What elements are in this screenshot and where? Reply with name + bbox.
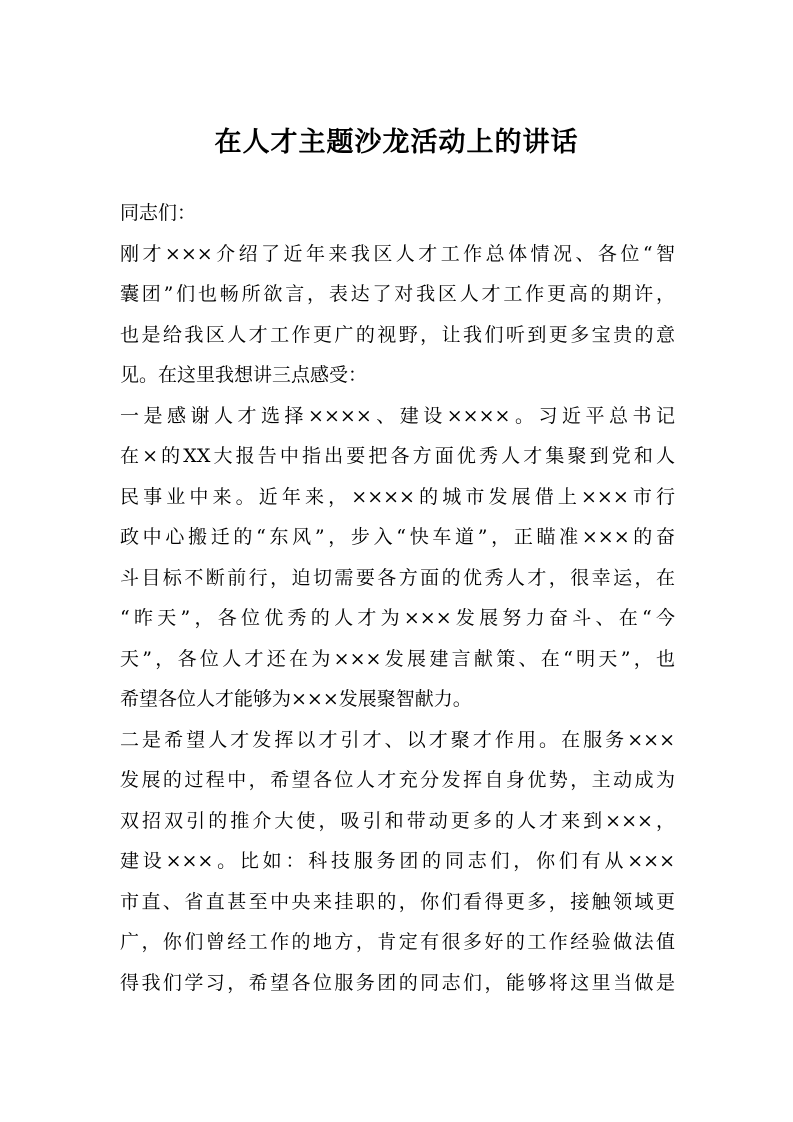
text-line: 建设×××。比如：科技服务团的同志们，你们有从××× [120,850,675,872]
text-line: “昨天”，各位优秀的人才为×××发展努力奋斗、在“今 [120,607,675,629]
paragraph-1 [120,234,675,396]
text-line: 民事业中来。近年来，××××的城市发展借上×××市行 [120,485,675,508]
text-line: 天”，各位人才还在为×××发展建言献策、在“明天”，也 [120,647,675,670]
text-line: 二是希望人才发挥以才引才、以才聚才作用。在服务××× [120,728,675,751]
document-title: 在人才主题沙龙活动上的讲话 [214,127,579,158]
document-body [120,193,675,1003]
text-line: 刚才×××介绍了近年来我区人才工作总体情况、各位“智 [120,242,675,265]
text-line: 广，你们曾经工作的地方，肯定有很多好的工作经验做法值 [120,931,675,953]
text-line: 市直、省直甚至中央来挂职的，你们看得更多，接触领域更 [120,890,675,913]
text-line: 见。在这里我想讲三点感受： [120,364,368,386]
text-line: 得我们学习，希望各位服务团的同志们，能够将这里当做是 [120,971,675,994]
text-line: 也是给我区人才工作更广的视野，让我们听到更多宝贵的意 [120,323,675,346]
text-line: 一是感谢人才选择××××、建设××××。习近平总书记 [120,404,675,427]
text-line: 希望各位人才能够为×××发展聚智献力。 [120,688,472,710]
text-line: 斗目标不断前行，迫切需要各方面的优秀人才，很幸运，在 [120,566,675,589]
salutation: 同志们： [120,202,197,224]
text-line: 发展的过程中，希望各位人才充分发挥自身优势，主动成为 [120,769,675,791]
text-line: 在×的XX大报告中指出要把各方面优秀人才集聚到党和人 [120,445,675,467]
paragraph-2 [120,396,675,720]
paragraph-3 [120,720,675,1004]
text-line: 囊团”们也畅所欲言，表达了对我区人才工作更高的期许， [120,283,675,305]
text-line: 双招双引的推介大使，吸引和带动更多的人才来到×××， [120,809,675,832]
text-line: 政中心搬迁的“东风”，步入“快车道”，正瞄准×××的奋 [120,526,675,548]
